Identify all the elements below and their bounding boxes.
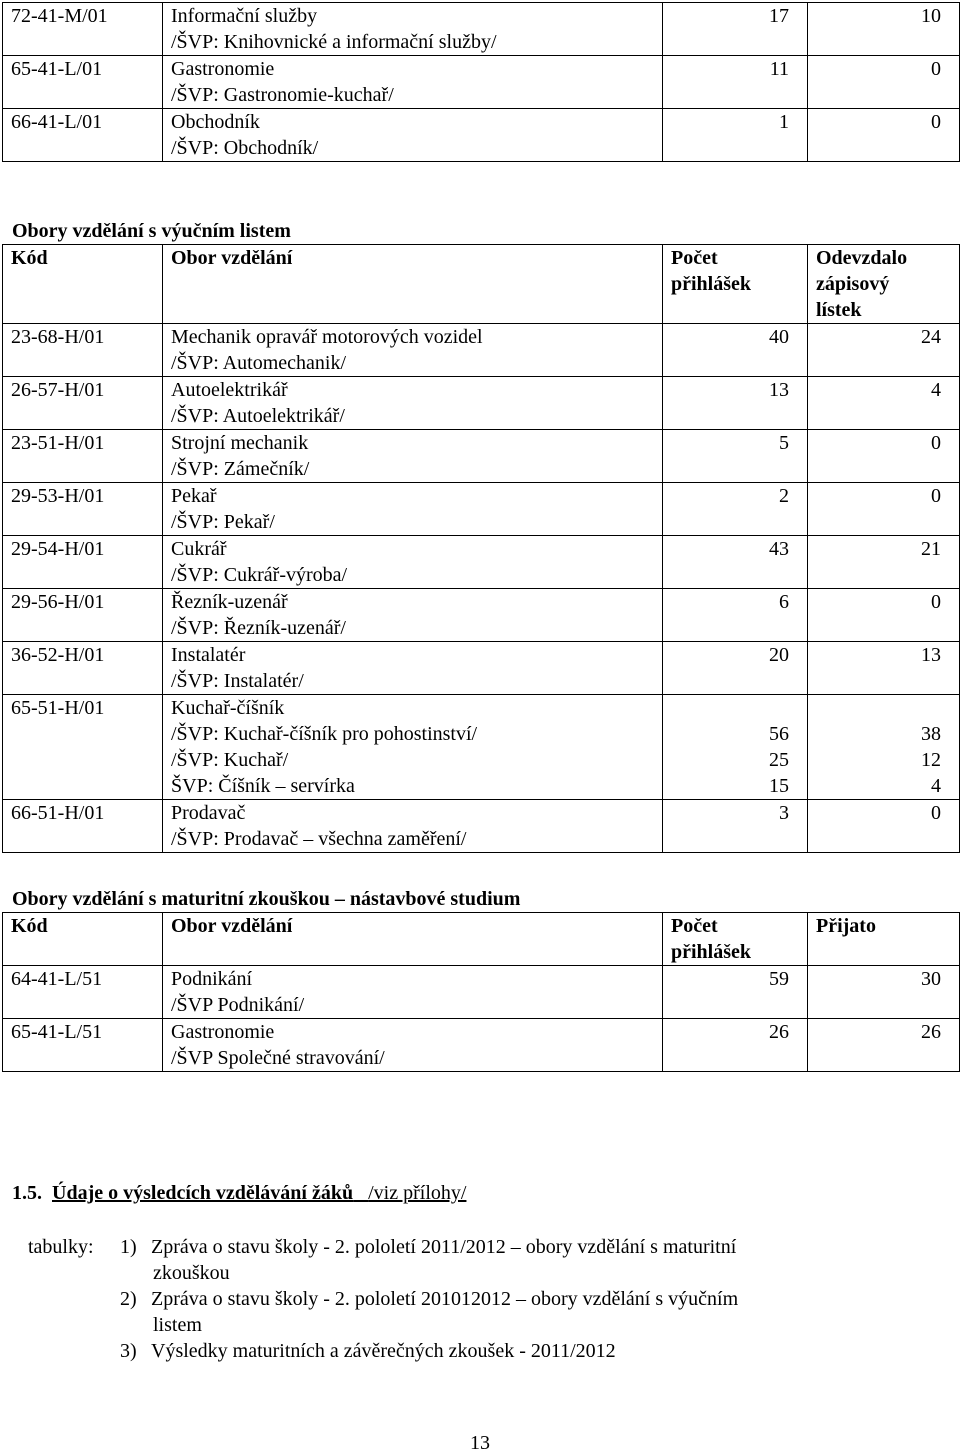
row-name-line: Strojní mechanik — [171, 432, 309, 454]
row-result-line: 24 — [921, 326, 941, 348]
row-name-line: Obchodník — [171, 111, 260, 133]
row-code: 66-41-L/01 — [3, 109, 163, 162]
row-count-line: 25 — [769, 749, 789, 771]
row-name-line: Pekař — [171, 485, 217, 507]
row-name-line: /ŠVP Podnikání/ — [171, 994, 305, 1016]
row-result-line — [808, 695, 941, 721]
row-result-line: 4 — [931, 775, 941, 797]
list-text-line1: Výsledky maturitních a závěrečných zkoušek - 2011/2012 — [151, 1340, 616, 1362]
row-count-line: 56 — [769, 723, 789, 745]
row-result-line: 4 — [931, 379, 941, 401]
row-result-line: 12 — [921, 749, 941, 771]
row-code: 36-52-H/01 — [3, 642, 163, 695]
header-result-line: zápisový — [816, 273, 890, 295]
header-result-line: lístek — [816, 299, 862, 321]
list-text — [151, 1286, 738, 1338]
header-result — [808, 245, 960, 324]
row-count — [663, 695, 808, 800]
row-count — [663, 483, 808, 536]
table-row — [3, 430, 960, 483]
row-code: 64-41-L/51 — [3, 966, 163, 1019]
row-count-line: 3 — [779, 802, 789, 824]
list-item — [28, 1286, 948, 1338]
row-count: 17 — [663, 3, 808, 56]
header-count-line: přihlášek — [671, 273, 752, 295]
list-text — [151, 1338, 616, 1364]
row-result-line: 0 — [931, 485, 941, 507]
table-row — [3, 695, 960, 800]
row-count — [663, 589, 808, 642]
header-result-line: Přijato — [816, 915, 876, 937]
table-row — [3, 483, 960, 536]
row-count-line: 6 — [779, 591, 789, 613]
row-code: 29-54-H/01 — [3, 536, 163, 589]
header-result-line: Odevzdalo — [816, 247, 908, 269]
row-result: 10 — [808, 3, 960, 56]
row-count — [663, 1019, 808, 1072]
list-marker: 1) — [120, 1236, 137, 1258]
row-code: 66-51-H/01 — [3, 800, 163, 853]
row-name — [163, 3, 663, 56]
row-count — [663, 430, 808, 483]
table-row — [3, 1019, 960, 1072]
row-code: 65-41-L/01 — [3, 56, 163, 109]
section-heading-nastavba: Obory vzdělání s maturitní zkouškou – nástavbové studium — [12, 888, 521, 910]
row-name-line: Gastronomie — [171, 1021, 275, 1043]
row-result — [808, 589, 960, 642]
table-header-row — [3, 245, 960, 324]
header-count-line: přihlášek — [671, 941, 752, 963]
row-name — [163, 324, 663, 377]
row-result — [808, 1019, 960, 1072]
row-result-line: 30 — [921, 968, 941, 990]
row-count — [663, 536, 808, 589]
row-count-line: 40 — [769, 326, 789, 348]
row-result — [808, 483, 960, 536]
row-code: 29-56-H/01 — [3, 589, 163, 642]
row-name-line: Cukrář — [171, 538, 227, 560]
row-name-line: /ŠVP: Zámečník/ — [171, 458, 310, 480]
row-result — [808, 430, 960, 483]
row-name-line: ŠVP: Číšník – servírka — [171, 775, 355, 797]
list-text-line2: listem — [153, 1314, 202, 1336]
row-name-line: Mechanik opravář motorových vozidel — [171, 326, 483, 348]
row-result-line: 26 — [921, 1021, 941, 1043]
row-name-line: Informační služby — [171, 5, 318, 27]
row-code: 72-41-M/01 — [3, 3, 163, 56]
table-row — [3, 3, 960, 56]
row-name-line: /ŠVP: Automechanik/ — [171, 352, 346, 374]
row-result — [808, 966, 960, 1019]
row-name-line: /ŠVP: Prodavač – všechna zaměření/ — [171, 828, 467, 850]
table-row — [3, 109, 960, 162]
header-result — [808, 913, 960, 966]
row-count-line: 20 — [769, 644, 789, 666]
row-result — [808, 642, 960, 695]
row-count-line: 15 — [769, 775, 789, 797]
row-name-line: /ŠVP: Obchodník/ — [171, 137, 319, 159]
section-1-5-heading — [12, 1180, 466, 1206]
row-result-line: 21 — [921, 538, 941, 560]
list-marker: 2) — [120, 1288, 137, 1310]
section-heading-vyucni: Obory vzdělání s výučním listem — [12, 220, 291, 242]
list-text-line1: Zpráva o stavu školy - 2. pololetí 201012012 – obory vzdělání s výučním — [151, 1288, 739, 1310]
header-count-line: Počet — [671, 915, 718, 937]
row-name-line: Prodavač — [171, 802, 246, 824]
row-count: 1 — [663, 109, 808, 162]
row-name-line: Kuchař-číšník — [171, 697, 285, 719]
row-name — [163, 695, 663, 800]
list-text-line1: Zpráva o stavu školy - 2. pololetí 2011/2012 – obory vzdělání s maturitní — [151, 1236, 737, 1258]
table-row — [3, 589, 960, 642]
row-count-line: 2 — [779, 485, 789, 507]
list-label — [28, 1286, 120, 1338]
row-name-line: /ŠVP: Cukrář-výroba/ — [171, 564, 348, 586]
list-label: tabulky: — [28, 1236, 94, 1258]
header-code: Kód — [3, 245, 163, 324]
header-code: Kód — [3, 913, 163, 966]
table-nastavba — [2, 912, 960, 1072]
row-name — [163, 430, 663, 483]
row-result-line: 0 — [931, 591, 941, 613]
row-name-line: Gastronomie — [171, 58, 275, 80]
row-name — [163, 377, 663, 430]
table-row — [3, 642, 960, 695]
row-result-line: 13 — [921, 644, 941, 666]
header-count — [663, 245, 808, 324]
row-count-line: 43 — [769, 538, 789, 560]
table-header-row — [3, 913, 960, 966]
section-number: 1.5. — [12, 1182, 42, 1204]
row-name — [163, 109, 663, 162]
row-result-line: 0 — [931, 802, 941, 824]
header-count-line: Počet — [671, 247, 718, 269]
row-code: 26-57-H/01 — [3, 377, 163, 430]
row-code: 29-53-H/01 — [3, 483, 163, 536]
list-label — [28, 1338, 120, 1364]
row-count-line — [663, 695, 789, 721]
row-result-line: 38 — [921, 723, 941, 745]
row-count — [663, 324, 808, 377]
list-marker: 3) — [120, 1340, 137, 1362]
table-row — [3, 800, 960, 853]
row-name — [163, 56, 663, 109]
row-name-line: Instalatér — [171, 644, 246, 666]
row-result — [808, 800, 960, 853]
table-row — [3, 324, 960, 377]
row-name-line: Autoelektrikář — [171, 379, 288, 401]
row-name — [163, 642, 663, 695]
row-name — [163, 966, 663, 1019]
row-name-line: /ŠVP: Instalatér/ — [171, 670, 304, 692]
row-result — [808, 536, 960, 589]
table-row — [3, 377, 960, 430]
table-row — [3, 536, 960, 589]
header-name: Obor vzdělání — [163, 245, 663, 324]
table-row — [3, 56, 960, 109]
row-name-line: /ŠVP: Kuchař-číšník pro pohostinství/ — [171, 723, 478, 745]
row-count — [663, 642, 808, 695]
row-name — [163, 483, 663, 536]
row-code: 23-68-H/01 — [3, 324, 163, 377]
row-name-line: /ŠVP: Pekař/ — [171, 511, 275, 533]
table-top — [2, 2, 960, 162]
row-name-line: Řezník-uzenář — [171, 591, 288, 613]
row-result: 0 — [808, 56, 960, 109]
list-text — [151, 1234, 736, 1286]
row-name-line: Podnikání — [171, 968, 253, 990]
row-count-line: 59 — [769, 968, 789, 990]
list-text-line2: zkouškou — [153, 1262, 230, 1284]
row-code: 65-51-H/01 — [3, 695, 163, 800]
row-name-line: /ŠVP: Kuchař/ — [171, 749, 289, 771]
row-count — [663, 800, 808, 853]
row-result-line: 0 — [931, 432, 941, 454]
row-code: 65-41-L/51 — [3, 1019, 163, 1072]
tables-list — [28, 1234, 948, 1364]
row-count-line: 26 — [769, 1021, 789, 1043]
row-result — [808, 695, 960, 800]
row-name-line: /ŠVP: Autoelektrikář/ — [171, 405, 345, 427]
header-name: Obor vzdělání — [163, 913, 663, 966]
row-result — [808, 324, 960, 377]
row-name — [163, 800, 663, 853]
row-count — [663, 377, 808, 430]
page-number: 13 — [470, 1432, 490, 1454]
row-result — [808, 377, 960, 430]
row-count-line: 13 — [769, 379, 789, 401]
row-name-line: /ŠVP: Gastronomie-kuchař/ — [171, 84, 394, 106]
row-count-line: 5 — [779, 432, 789, 454]
section-title: Údaje o výsledcích vzdělávání žáků /viz přílohy/ — [52, 1182, 467, 1204]
row-name — [163, 589, 663, 642]
table-row — [3, 966, 960, 1019]
header-count — [663, 913, 808, 966]
row-result: 0 — [808, 109, 960, 162]
row-name-line: /ŠVP Společné stravování/ — [171, 1047, 385, 1069]
row-code: 23-51-H/01 — [3, 430, 163, 483]
row-name — [163, 1019, 663, 1072]
row-name-line: /ŠVP: Knihovnické a informační služby/ — [171, 31, 497, 53]
row-count — [663, 966, 808, 1019]
row-name — [163, 536, 663, 589]
row-name-line: /ŠVP: Řezník-uzenář/ — [171, 617, 346, 639]
row-count: 11 — [663, 56, 808, 109]
list-item — [28, 1234, 948, 1286]
list-item — [28, 1338, 948, 1364]
table-vyucni — [2, 244, 960, 853]
